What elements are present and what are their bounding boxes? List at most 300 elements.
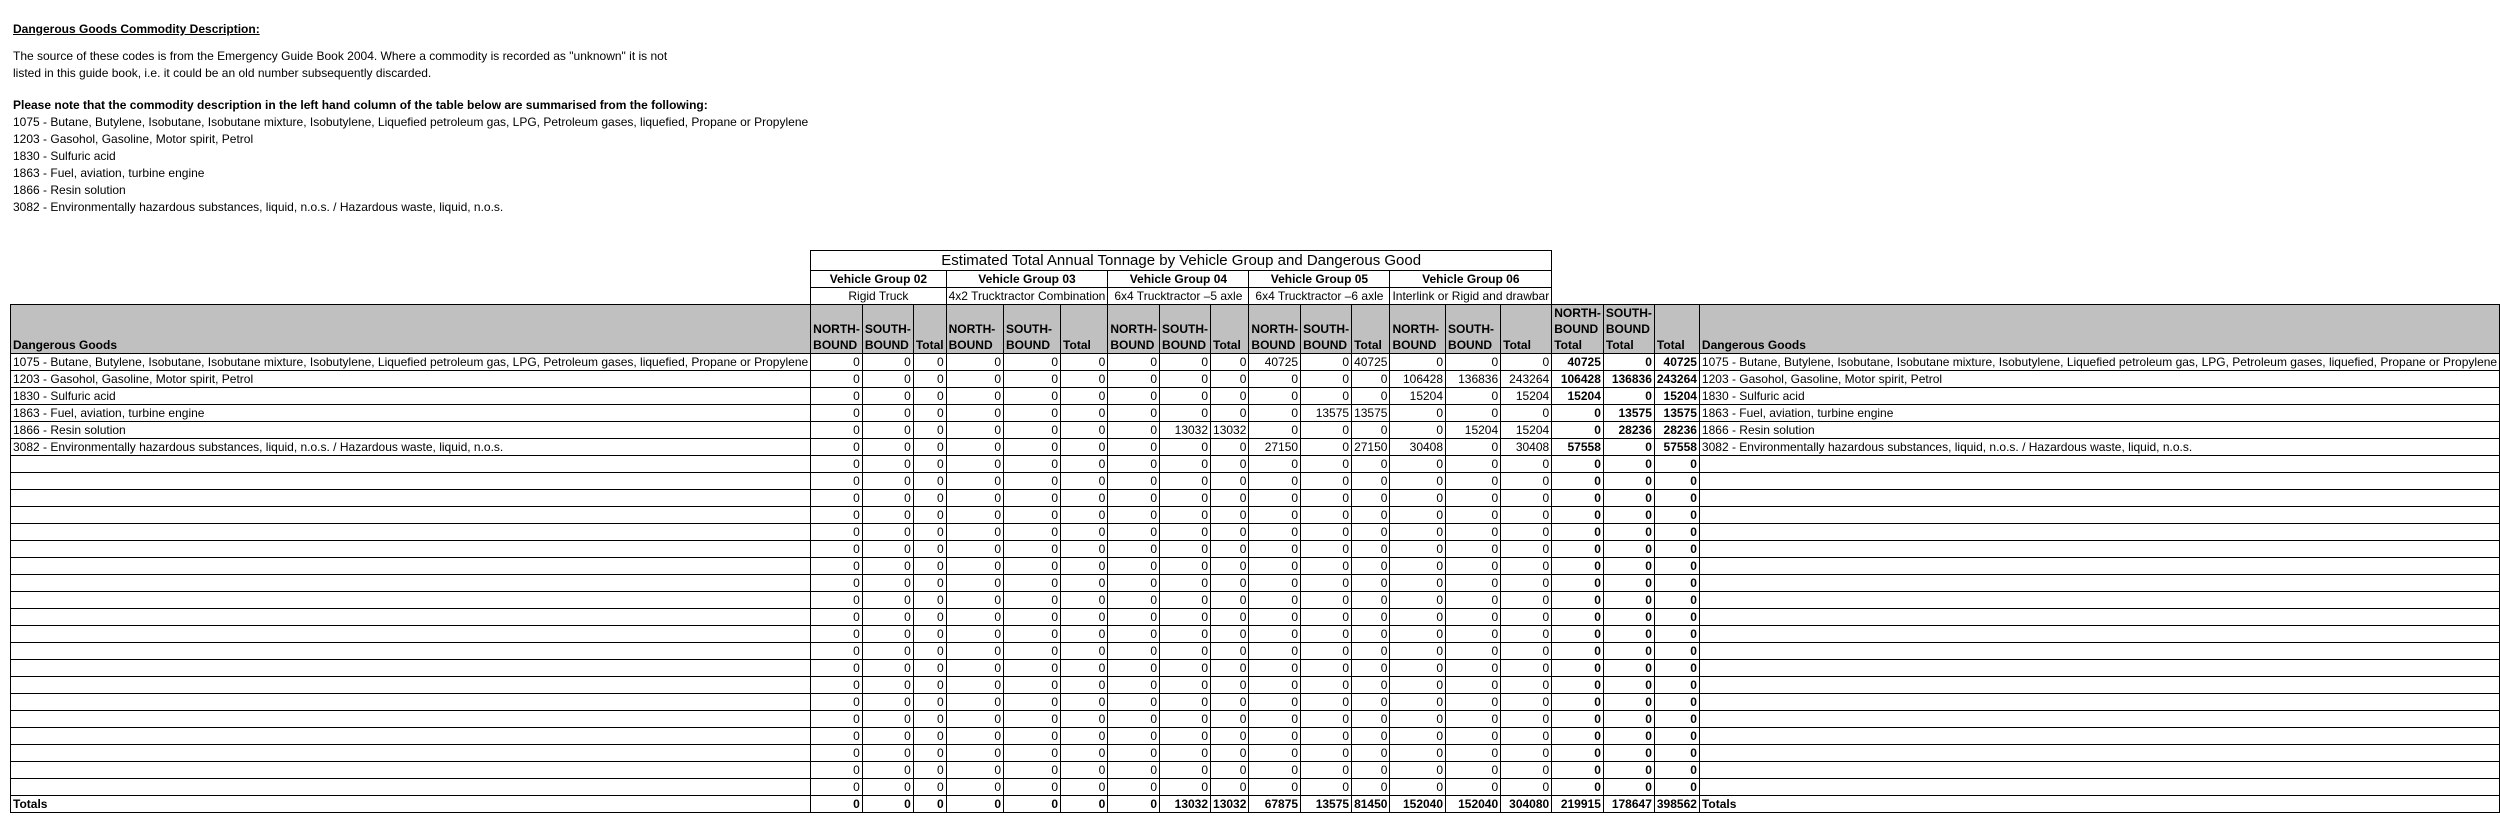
value-cell: 0 xyxy=(1004,524,1061,541)
table-row xyxy=(11,575,2500,592)
value-cell: 0 xyxy=(1061,490,1108,507)
value-cell: 81450 xyxy=(1352,796,1390,813)
total-cell: 0 xyxy=(1603,490,1654,507)
table-row xyxy=(11,609,2500,626)
value-cell: 0 xyxy=(946,354,1003,371)
value-cell: 0 xyxy=(1390,660,1446,677)
value-cell: 0 xyxy=(862,422,913,439)
column-header-total: Total xyxy=(1352,305,1390,354)
commodity-cell xyxy=(11,745,811,762)
total-cell: 219915 xyxy=(1552,796,1604,813)
value-cell: 0 xyxy=(1249,728,1301,745)
value-cell: 0 xyxy=(946,405,1003,422)
value-cell: 0 xyxy=(1160,694,1211,711)
value-cell: 0 xyxy=(1160,558,1211,575)
value-cell: 0 xyxy=(1301,507,1352,524)
value-cell: 0 xyxy=(811,490,863,507)
value-cell: 0 xyxy=(1108,405,1160,422)
value-cell: 0 xyxy=(1390,626,1446,643)
value-cell: 0 xyxy=(1352,524,1390,541)
value-cell: 0 xyxy=(1160,677,1211,694)
commodity-cell: 1075 - Butane, Butylene, Isobutane, Isobutane mixture, Isobutylene, Liquefied petroleum gas, LPG, Petroleum gases, liquefied, Propane or Propylene xyxy=(11,354,811,371)
total-cell: 13575 xyxy=(1654,405,1699,422)
table-row xyxy=(11,405,2500,422)
value-cell: 0 xyxy=(1390,405,1446,422)
table-row xyxy=(11,558,2500,575)
value-cell: 0 xyxy=(1446,541,1501,558)
value-cell: 30408 xyxy=(1501,439,1552,456)
value-cell: 0 xyxy=(1211,354,1249,371)
value-cell: 0 xyxy=(1390,779,1446,796)
value-cell: 27150 xyxy=(1249,439,1301,456)
table-row xyxy=(11,762,2500,779)
value-cell: 0 xyxy=(1004,779,1061,796)
commodity-cell-right xyxy=(1699,643,2499,660)
column-header-north: NORTH-BOUND xyxy=(811,305,863,354)
value-cell: 0 xyxy=(1211,660,1249,677)
value-cell: 0 xyxy=(1249,626,1301,643)
value-cell: 0 xyxy=(1160,592,1211,609)
value-cell: 0 xyxy=(946,507,1003,524)
commodity-cell-right xyxy=(1699,626,2499,643)
total-cell: 0 xyxy=(1654,711,1699,728)
value-cell: 0 xyxy=(913,609,946,626)
value-cell: 0 xyxy=(1160,745,1211,762)
value-cell: 0 xyxy=(1249,779,1301,796)
value-cell: 0 xyxy=(1446,711,1501,728)
value-cell: 0 xyxy=(811,762,863,779)
total-cell: 0 xyxy=(1552,779,1604,796)
commodity-cell-right xyxy=(1699,660,2499,677)
value-cell: 0 xyxy=(1301,456,1352,473)
value-cell: 0 xyxy=(1108,677,1160,694)
commodity-cell-right xyxy=(1699,456,2499,473)
value-cell: 0 xyxy=(913,711,946,728)
source-line: listed in this guide book, i.e. it could be an old number subsequently discarded. xyxy=(13,66,432,80)
value-cell: 0 xyxy=(862,643,913,660)
value-cell: 0 xyxy=(1301,541,1352,558)
commodity-cell-right: 1866 - Resin solution xyxy=(1699,422,2499,439)
value-cell: 0 xyxy=(946,728,1003,745)
value-cell: 0 xyxy=(1249,660,1301,677)
value-cell: 0 xyxy=(1211,490,1249,507)
summary-note: Please note that the commodity description in the left hand column of the table below are summarised from the following: xyxy=(13,98,708,112)
value-cell: 0 xyxy=(862,524,913,541)
value-cell: 0 xyxy=(1211,592,1249,609)
value-cell: 0 xyxy=(1160,762,1211,779)
value-cell: 0 xyxy=(946,745,1003,762)
value-cell: 0 xyxy=(1004,796,1061,813)
value-cell: 0 xyxy=(1160,541,1211,558)
value-cell: 0 xyxy=(1004,490,1061,507)
value-cell: 0 xyxy=(1390,490,1446,507)
value-cell: 0 xyxy=(1249,592,1301,609)
value-cell: 0 xyxy=(1501,592,1552,609)
value-cell: 0 xyxy=(1249,541,1301,558)
total-cell: 0 xyxy=(1552,524,1604,541)
value-cell: 0 xyxy=(1501,609,1552,626)
value-cell: 0 xyxy=(862,473,913,490)
value-cell: 0 xyxy=(1160,660,1211,677)
value-cell: 0 xyxy=(862,371,913,388)
total-cell: 0 xyxy=(1603,439,1654,456)
group-header: Vehicle Group 03 xyxy=(946,271,1108,288)
value-cell: 0 xyxy=(862,762,913,779)
value-cell: 0 xyxy=(1061,473,1108,490)
table-row xyxy=(11,422,2500,439)
value-cell: 0 xyxy=(811,507,863,524)
value-cell: 0 xyxy=(1301,609,1352,626)
commodity-cell xyxy=(11,711,811,728)
value-cell: 0 xyxy=(1211,677,1249,694)
table-row xyxy=(11,371,2500,388)
table-row xyxy=(11,592,2500,609)
total-cell: 0 xyxy=(1654,762,1699,779)
value-cell: 0 xyxy=(1446,507,1501,524)
group-header: Vehicle Group 02 xyxy=(811,271,946,288)
commodity-cell: 3082 - Environmentally hazardous substances, liquid, n.o.s. / Hazardous waste, liquid, n.o.s. xyxy=(11,439,811,456)
value-cell: 0 xyxy=(1211,388,1249,405)
value-cell: 0 xyxy=(862,541,913,558)
total-cell: 57558 xyxy=(1552,439,1604,456)
total-cell: 0 xyxy=(1552,728,1604,745)
value-cell: 0 xyxy=(1501,643,1552,660)
value-cell: 0 xyxy=(1501,507,1552,524)
value-cell: 0 xyxy=(1061,779,1108,796)
value-cell: 0 xyxy=(1160,456,1211,473)
commodity-cell-right xyxy=(1699,609,2499,626)
column-header-north: NORTH-BOUND xyxy=(1249,305,1301,354)
value-cell: 0 xyxy=(1352,677,1390,694)
value-cell: 0 xyxy=(1160,371,1211,388)
commodity-cell-right xyxy=(1699,473,2499,490)
value-cell: 0 xyxy=(1211,405,1249,422)
total-cell: 40725 xyxy=(1654,354,1699,371)
value-cell: 0 xyxy=(913,541,946,558)
total-cell: 0 xyxy=(1552,558,1604,575)
value-cell: 0 xyxy=(1004,728,1061,745)
value-cell: 0 xyxy=(811,371,863,388)
value-cell: 30408 xyxy=(1390,439,1446,456)
value-cell: 0 xyxy=(1061,762,1108,779)
table-row xyxy=(11,728,2500,745)
total-cell: 243264 xyxy=(1654,371,1699,388)
value-cell: 0 xyxy=(1301,473,1352,490)
total-cell: 40725 xyxy=(1552,354,1604,371)
value-cell: 152040 xyxy=(1446,796,1501,813)
total-cell: 0 xyxy=(1603,354,1654,371)
commodity-cell xyxy=(11,592,811,609)
commodity-cell xyxy=(11,609,811,626)
value-cell: 0 xyxy=(1108,388,1160,405)
value-cell: 0 xyxy=(1352,728,1390,745)
value-cell: 0 xyxy=(1446,660,1501,677)
table-row xyxy=(11,660,2500,677)
value-cell: 0 xyxy=(1108,524,1160,541)
value-cell: 0 xyxy=(1501,694,1552,711)
value-cell: 0 xyxy=(913,745,946,762)
total-cell: 0 xyxy=(1654,507,1699,524)
value-cell: 0 xyxy=(1249,762,1301,779)
value-cell: 106428 xyxy=(1390,371,1446,388)
value-cell: 0 xyxy=(1108,558,1160,575)
value-cell: 0 xyxy=(913,796,946,813)
value-cell: 0 xyxy=(811,643,863,660)
value-cell: 0 xyxy=(1501,558,1552,575)
value-cell: 0 xyxy=(913,439,946,456)
value-cell: 0 xyxy=(1352,711,1390,728)
total-cell: 0 xyxy=(1654,677,1699,694)
value-cell: 0 xyxy=(1249,745,1301,762)
value-cell: 0 xyxy=(1446,575,1501,592)
commodity-cell xyxy=(11,473,811,490)
commodity-cell-right xyxy=(1699,490,2499,507)
value-cell: 0 xyxy=(1301,762,1352,779)
value-cell: 0 xyxy=(1249,643,1301,660)
table-row xyxy=(11,541,2500,558)
value-cell: 0 xyxy=(946,779,1003,796)
total-cell: 0 xyxy=(1603,745,1654,762)
intro-section xyxy=(13,21,1413,216)
value-cell: 0 xyxy=(1211,524,1249,541)
value-cell: 0 xyxy=(1061,677,1108,694)
value-cell: 0 xyxy=(1004,371,1061,388)
value-cell: 0 xyxy=(913,694,946,711)
value-cell: 0 xyxy=(1004,694,1061,711)
table-row xyxy=(11,456,2500,473)
value-cell: 0 xyxy=(1501,745,1552,762)
value-cell: 0 xyxy=(862,592,913,609)
commodity-cell xyxy=(11,643,811,660)
value-cell: 0 xyxy=(1108,439,1160,456)
value-cell: 13575 xyxy=(1301,796,1352,813)
value-cell: 0 xyxy=(1446,609,1501,626)
group-description: 6x4 Trucktractor –5 axle xyxy=(1108,288,1249,305)
value-cell: 0 xyxy=(811,796,863,813)
value-cell: 0 xyxy=(1352,660,1390,677)
value-cell: 0 xyxy=(1061,643,1108,660)
value-cell: 0 xyxy=(1352,388,1390,405)
value-cell: 0 xyxy=(1160,643,1211,660)
value-cell: 0 xyxy=(1004,388,1061,405)
value-cell: 0 xyxy=(1390,762,1446,779)
value-cell: 0 xyxy=(1061,541,1108,558)
value-cell: 0 xyxy=(913,371,946,388)
column-header-south: SOUTH-BOUND xyxy=(1004,305,1061,354)
value-cell: 0 xyxy=(1249,609,1301,626)
value-cell: 0 xyxy=(862,711,913,728)
value-cell: 0 xyxy=(1249,490,1301,507)
value-cell: 0 xyxy=(913,728,946,745)
value-cell: 0 xyxy=(1211,711,1249,728)
value-cell: 0 xyxy=(1160,405,1211,422)
value-cell: 0 xyxy=(1301,626,1352,643)
value-cell: 0 xyxy=(1390,711,1446,728)
column-header-row xyxy=(11,305,2500,354)
value-cell: 0 xyxy=(1160,388,1211,405)
value-cell: 0 xyxy=(946,490,1003,507)
value-cell: 0 xyxy=(1390,643,1446,660)
value-cell: 0 xyxy=(1390,677,1446,694)
value-cell: 0 xyxy=(1211,456,1249,473)
group-description: Interlink or Rigid and drawbar xyxy=(1390,288,1552,305)
value-cell: 0 xyxy=(1352,575,1390,592)
commodity-cell-right xyxy=(1699,779,2499,796)
code-list xyxy=(13,114,1413,216)
group-header: Vehicle Group 06 xyxy=(1390,271,1552,288)
value-cell: 0 xyxy=(1352,541,1390,558)
value-cell: 13032 xyxy=(1160,422,1211,439)
value-cell: 243264 xyxy=(1501,371,1552,388)
value-cell: 0 xyxy=(1004,456,1061,473)
value-cell: 0 xyxy=(862,354,913,371)
value-cell: 0 xyxy=(1301,524,1352,541)
total-cell: 0 xyxy=(1654,694,1699,711)
total-cell: 0 xyxy=(1552,405,1604,422)
value-cell: 0 xyxy=(811,456,863,473)
value-cell: 0 xyxy=(1301,490,1352,507)
value-cell: 0 xyxy=(1301,558,1352,575)
commodity-cell-right xyxy=(1699,575,2499,592)
value-cell: 0 xyxy=(1249,558,1301,575)
value-cell: 0 xyxy=(1160,354,1211,371)
total-cell: 0 xyxy=(1603,456,1654,473)
total-cell: 0 xyxy=(1552,507,1604,524)
commodity-cell-right: 1830 - Sulfuric acid xyxy=(1699,388,2499,405)
value-cell: 0 xyxy=(1446,439,1501,456)
value-cell: 0 xyxy=(811,388,863,405)
source-paragraph xyxy=(13,48,1413,82)
section-heading: Dangerous Goods Commodity Description: xyxy=(13,22,260,36)
value-cell: 0 xyxy=(1004,558,1061,575)
commodity-cell: 1203 - Gasohol, Gasoline, Motor spirit, Petrol xyxy=(11,371,811,388)
value-cell: 0 xyxy=(913,422,946,439)
value-cell: 0 xyxy=(862,609,913,626)
value-cell: 0 xyxy=(811,779,863,796)
value-cell: 0 xyxy=(913,473,946,490)
column-header-north-total: NORTH-BOUND Total xyxy=(1552,305,1604,354)
value-cell: 0 xyxy=(1108,745,1160,762)
value-cell: 13032 xyxy=(1160,796,1211,813)
value-cell: 0 xyxy=(1446,643,1501,660)
value-cell: 0 xyxy=(1249,507,1301,524)
value-cell: 0 xyxy=(1352,643,1390,660)
value-cell: 0 xyxy=(1108,626,1160,643)
value-cell: 0 xyxy=(946,626,1003,643)
value-cell: 0 xyxy=(862,779,913,796)
total-cell: 0 xyxy=(1552,643,1604,660)
value-cell: 0 xyxy=(946,694,1003,711)
value-cell: 0 xyxy=(946,762,1003,779)
commodity-cell-right: 1863 - Fuel, aviation, turbine engine xyxy=(1699,405,2499,422)
total-cell: 178647 xyxy=(1603,796,1654,813)
table-row xyxy=(11,524,2500,541)
value-cell: 0 xyxy=(913,626,946,643)
value-cell: 0 xyxy=(1211,779,1249,796)
value-cell: 0 xyxy=(1004,711,1061,728)
value-cell: 0 xyxy=(862,626,913,643)
value-cell: 0 xyxy=(913,456,946,473)
commodity-cell: 1830 - Sulfuric acid xyxy=(11,388,811,405)
value-cell: 0 xyxy=(1352,558,1390,575)
value-cell: 40725 xyxy=(1352,354,1390,371)
total-cell: 0 xyxy=(1603,592,1654,609)
total-cell: 15204 xyxy=(1654,388,1699,405)
value-cell: 0 xyxy=(1501,779,1552,796)
total-cell: 0 xyxy=(1603,779,1654,796)
value-cell: 0 xyxy=(1160,490,1211,507)
value-cell: 0 xyxy=(811,558,863,575)
value-cell: 0 xyxy=(1160,711,1211,728)
value-cell: 0 xyxy=(862,388,913,405)
value-cell: 0 xyxy=(811,541,863,558)
value-cell: 15204 xyxy=(1501,388,1552,405)
commodity-cell-right xyxy=(1699,541,2499,558)
value-cell: 0 xyxy=(1301,354,1352,371)
value-cell: 0 xyxy=(1390,694,1446,711)
value-cell: 0 xyxy=(1352,371,1390,388)
total-cell: 0 xyxy=(1552,711,1604,728)
value-cell: 0 xyxy=(1211,762,1249,779)
value-cell: 0 xyxy=(1211,558,1249,575)
value-cell: 0 xyxy=(1249,677,1301,694)
value-cell: 0 xyxy=(1301,711,1352,728)
total-cell: 0 xyxy=(1654,541,1699,558)
value-cell: 0 xyxy=(811,660,863,677)
value-cell: 0 xyxy=(1501,728,1552,745)
column-header-total: Total xyxy=(1211,305,1249,354)
value-cell: 0 xyxy=(946,456,1003,473)
value-cell: 0 xyxy=(1301,745,1352,762)
value-cell: 0 xyxy=(1390,524,1446,541)
value-cell: 0 xyxy=(811,677,863,694)
value-cell: 0 xyxy=(1301,643,1352,660)
commodity-cell xyxy=(11,677,811,694)
total-cell: 136836 xyxy=(1603,371,1654,388)
total-cell: 28236 xyxy=(1654,422,1699,439)
value-cell: 0 xyxy=(1301,779,1352,796)
table-row xyxy=(11,439,2500,456)
value-cell: 0 xyxy=(1108,660,1160,677)
value-cell: 0 xyxy=(1211,609,1249,626)
value-cell: 13575 xyxy=(1352,405,1390,422)
total-cell: 0 xyxy=(1654,575,1699,592)
value-cell: 0 xyxy=(1061,728,1108,745)
code-item: 1866 - Resin solution xyxy=(13,183,126,197)
value-cell: 0 xyxy=(1211,643,1249,660)
total-cell: 15204 xyxy=(1552,388,1604,405)
value-cell: 0 xyxy=(1352,490,1390,507)
commodity-cell xyxy=(11,626,811,643)
value-cell: 0 xyxy=(1352,609,1390,626)
value-cell: 0 xyxy=(913,558,946,575)
value-cell: 0 xyxy=(1061,456,1108,473)
value-cell: 0 xyxy=(1108,354,1160,371)
value-cell: 0 xyxy=(1061,405,1108,422)
value-cell: 0 xyxy=(811,524,863,541)
table-row xyxy=(11,643,2500,660)
value-cell: 0 xyxy=(1249,711,1301,728)
value-cell: 0 xyxy=(1390,456,1446,473)
source-line: The source of these codes is from the Emergency Guide Book 2004. Where a commodity is recorded as "unknown" it is not xyxy=(13,49,668,63)
value-cell: 0 xyxy=(1061,660,1108,677)
value-cell: 0 xyxy=(1249,473,1301,490)
value-cell: 0 xyxy=(1061,422,1108,439)
value-cell: 27150 xyxy=(1352,439,1390,456)
value-cell: 0 xyxy=(1108,694,1160,711)
value-cell: 0 xyxy=(1108,592,1160,609)
column-header-south-total: SOUTH-BOUND Total xyxy=(1603,305,1654,354)
